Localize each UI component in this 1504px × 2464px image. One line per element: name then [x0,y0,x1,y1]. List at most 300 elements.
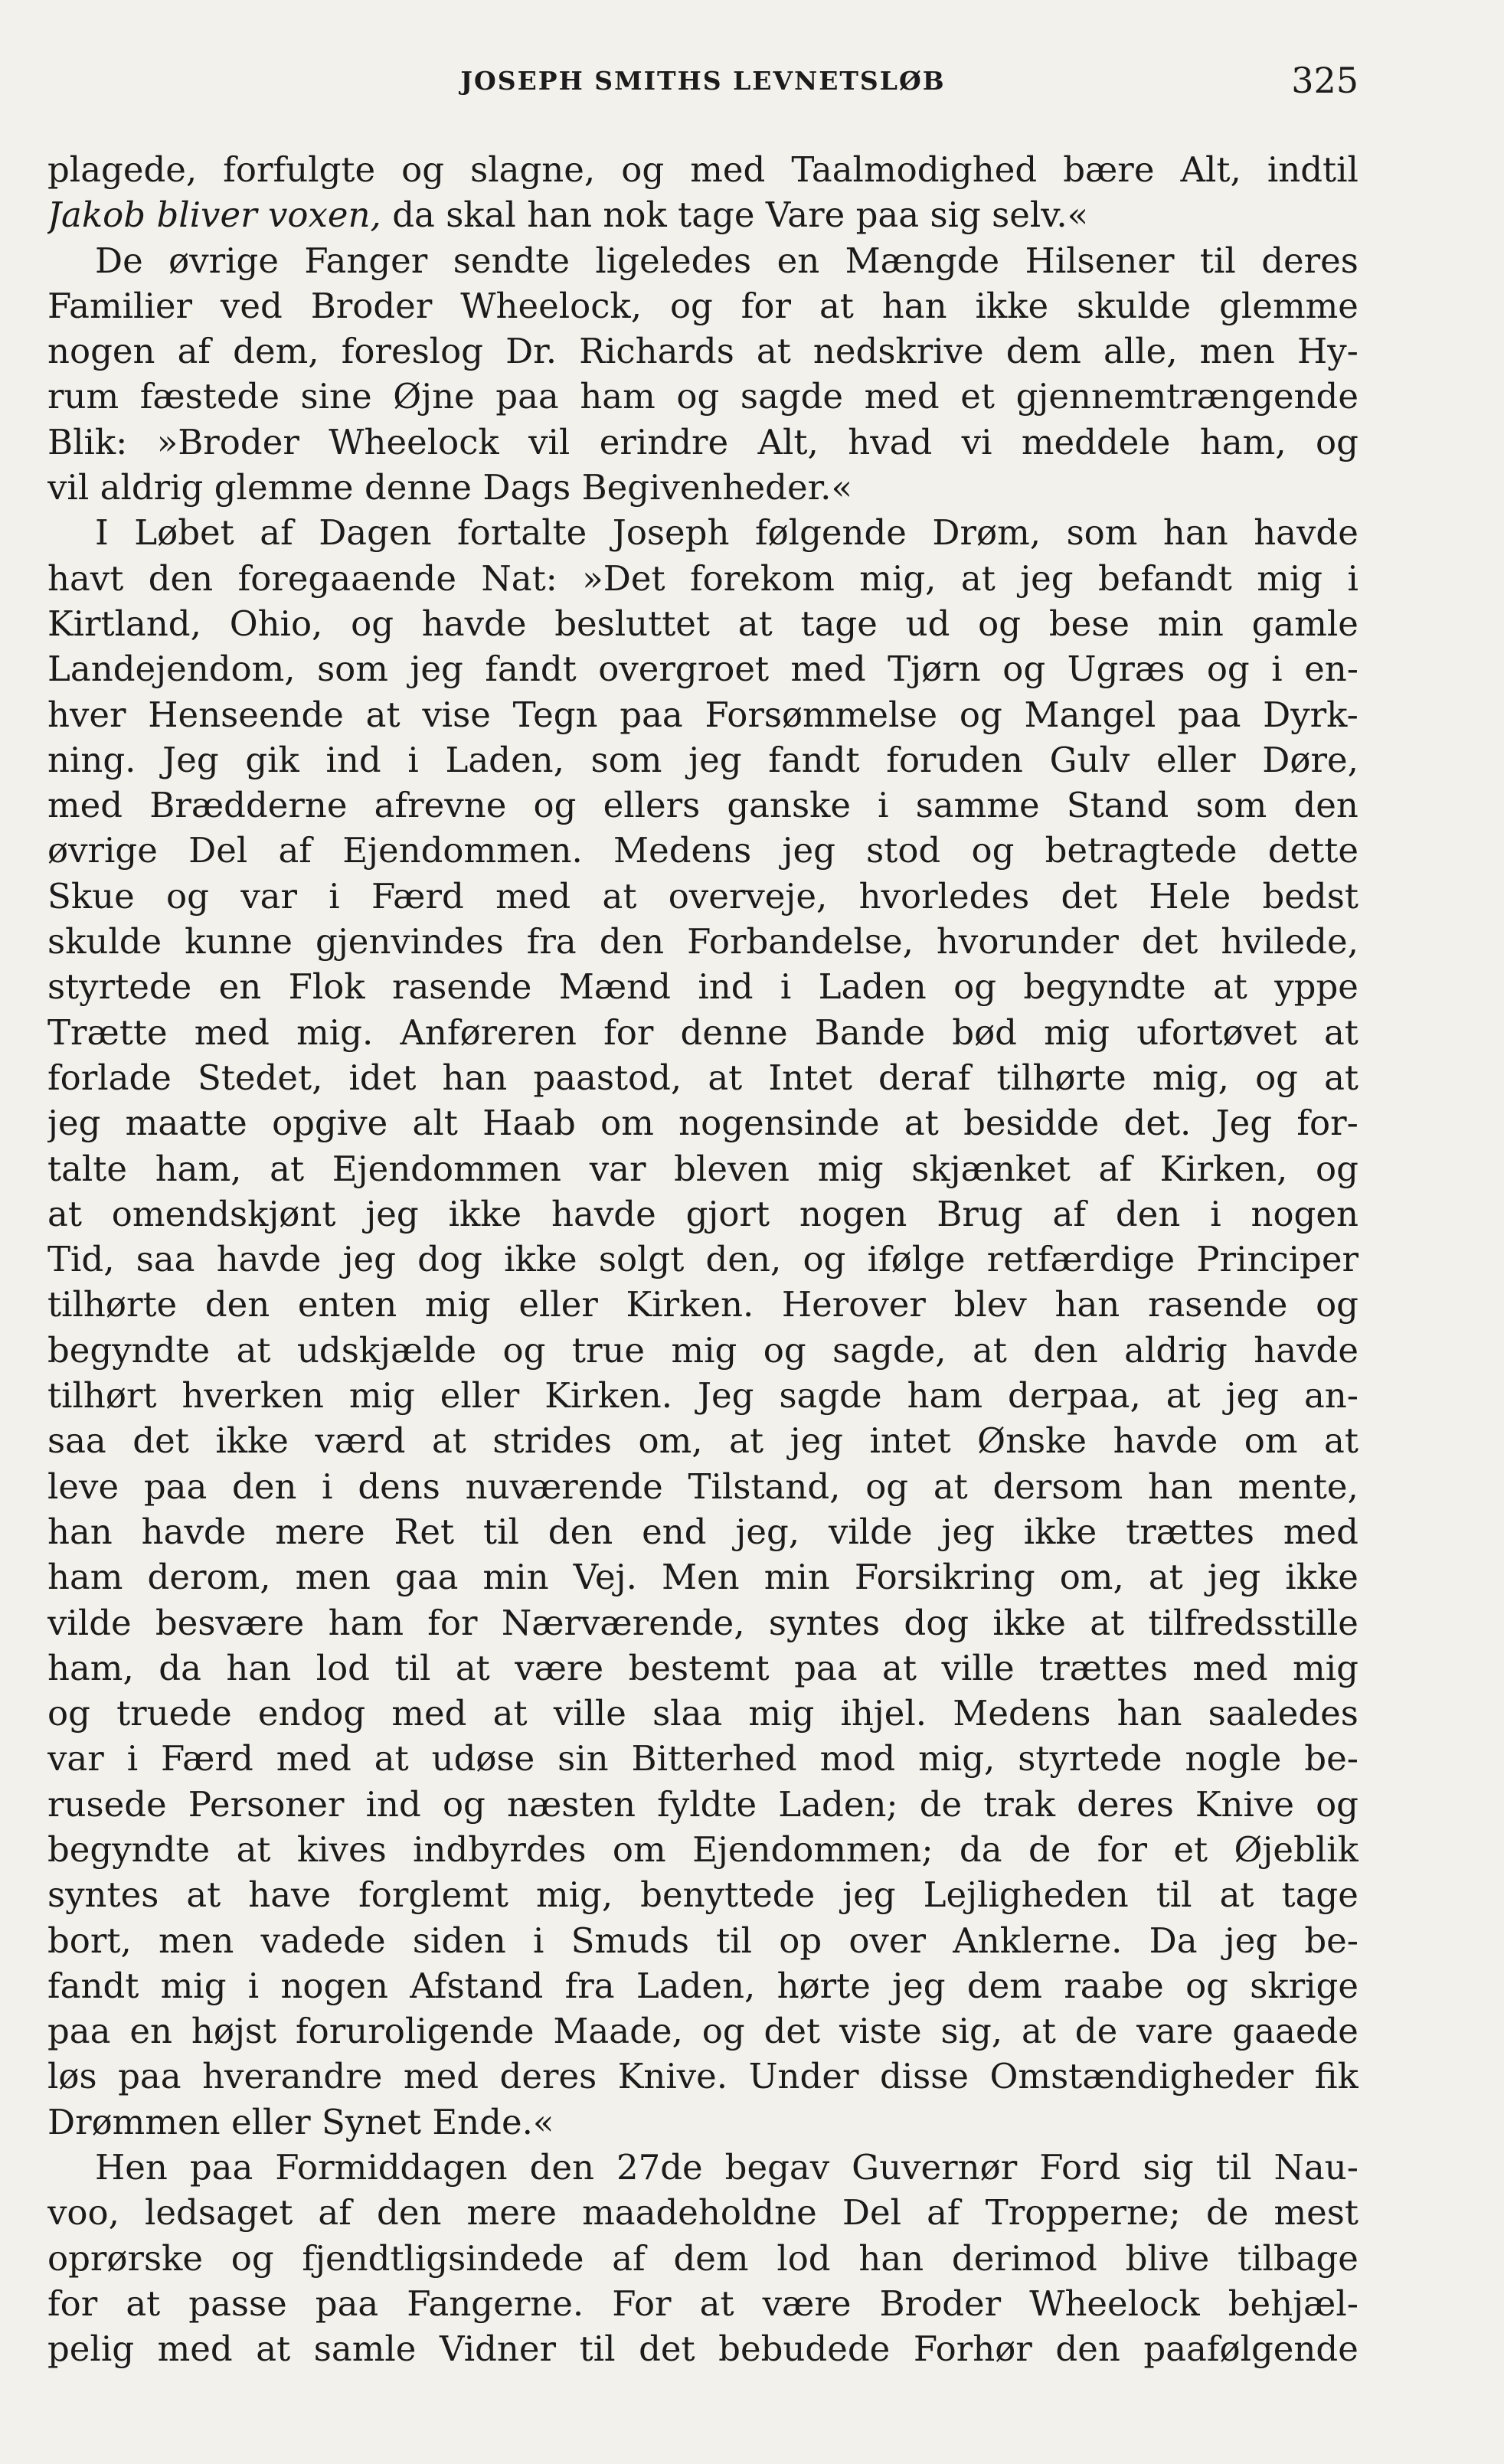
word: skal [446,194,516,236]
word: Herover [781,1284,926,1325]
word: alle, [1103,331,1178,372]
word: tilhørt [47,1375,157,1417]
word: eller [440,1375,520,1417]
word: og [803,1239,846,1280]
word: bære [1063,149,1155,190]
word: Ejendommen. [342,830,583,871]
word: trættes [1039,1647,1168,1688]
word: i [329,875,340,917]
word: saa [136,1239,195,1280]
word: ham, [155,1148,242,1189]
text-line [47,374,1359,419]
word: befandt [1098,557,1232,599]
word: deres [1077,1783,1174,1825]
word: som [1195,785,1267,826]
word: fjendtligsindede [302,2237,584,2279]
word: for [427,1602,478,1643]
word: Ejendommen [332,1148,562,1189]
word: For [612,2283,672,2324]
word: kives [296,1828,387,1870]
word: en- [1304,649,1359,690]
word: at [737,603,773,644]
word: den [232,1466,297,1507]
word: paafølgende [1143,2328,1359,2370]
word: Guvernør [852,2147,1018,2188]
word: med [194,1011,270,1053]
word: Dyrk- [1263,694,1359,735]
word: at [972,1329,1007,1371]
word: Drømmen [47,2101,221,2142]
word: ikke [448,1193,522,1234]
word: Landejendom, [47,649,296,690]
word: det [1061,875,1117,917]
word: erindre [599,421,729,462]
word: ellers [603,785,701,826]
word: nok [603,194,667,236]
text-line [47,238,1359,283]
word: indtil [1267,149,1359,190]
word: jeg [410,649,463,690]
word: disse [879,2056,969,2097]
word: det [763,2011,821,2052]
word: foregaaende [237,557,456,599]
word: betragtede [1045,830,1238,871]
word: dens [358,1466,440,1507]
word: Forsømmelse [705,694,938,735]
word: sig, [940,2011,1003,2052]
word: den [148,557,214,599]
word: at [819,285,854,326]
word: Omstændigheder [989,2056,1294,2097]
word: men [159,1920,234,1961]
word: Tilstand, [688,1466,841,1507]
word: med [403,2056,479,2097]
word: Dr. [505,331,557,372]
word: denne [364,467,472,508]
word: Nau- [1273,2147,1359,2188]
word: i [1210,1193,1221,1234]
word: at [126,2283,161,2324]
word: Kirken. [626,1284,754,1325]
word: sendte [453,240,570,281]
word: solgt [598,1239,685,1280]
word: be- [1304,1920,1359,1961]
text-line [47,192,1359,237]
text-line [47,420,1359,465]
word: Jeg [1215,1103,1273,1144]
word: Fanger [304,240,428,281]
word: af [177,331,211,372]
text-line [47,1736,1359,1781]
word: Kirken. [544,1375,673,1417]
text-line [47,147,1359,192]
word: at [236,1329,271,1371]
word: havde [421,603,527,644]
word: som [317,649,388,690]
word: at [1212,966,1247,1008]
text-line [47,2145,1359,2190]
word: havt [47,557,124,599]
word: og [231,2237,274,2279]
word: de [1074,2011,1118,2052]
word: omendskjønt [111,1193,336,1234]
word: Wheelock [1029,2283,1200,2324]
word: den [377,2192,442,2234]
word: den [1115,1193,1181,1234]
word: med [495,875,571,917]
word: mig [1257,557,1323,599]
word: Laden [818,966,927,1008]
word: mig [348,1375,415,1417]
word: Tegn [512,694,598,735]
word: ifølge [867,1239,966,1280]
word: Synet [321,2101,421,2142]
word: selv.« [992,194,1089,236]
word: med [690,149,766,190]
word: hvorledes [858,875,1030,917]
word: forlade [47,1057,172,1098]
word: dette [1267,830,1359,871]
word: i [407,739,419,780]
word: øvrige [47,830,158,871]
word: og [401,149,445,190]
word: sin [557,1738,609,1779]
word: jeg, [735,1511,800,1552]
word: Trætte [47,1011,168,1053]
word: i [878,785,889,826]
word: min [763,1557,830,1598]
word: besluttet [554,603,711,644]
word: hverandre [202,2056,383,2097]
word: hvorunder [936,921,1119,962]
word: være [515,1647,604,1688]
word: pelig [47,2328,135,2370]
word: havde [1254,512,1359,554]
word: nogensinde [678,1103,880,1144]
word: Men [661,1557,740,1598]
word: i [126,1738,139,1779]
word: besvære [155,1602,305,1643]
word: ikke [992,1602,1066,1643]
italic-word: bliver [156,194,257,236]
word: af [1098,1148,1132,1189]
word: forekom [689,557,835,599]
word: rasende [391,966,532,1008]
word: var [240,875,297,917]
word: Jeg [162,739,219,780]
word: til [483,1511,519,1552]
word: da [959,1828,1002,1870]
word: Haab [482,1103,576,1144]
word: Kirken, [1159,1148,1288,1189]
word: slaa [652,1693,723,1734]
word: Richards [579,331,734,372]
word: Ret [394,1511,455,1552]
word: begyndte [47,1329,211,1371]
word: Del [188,830,248,871]
word: at [1148,1557,1183,1598]
text-line [47,2236,1359,2281]
word: ganske [727,785,851,826]
word: fandt [47,1965,139,2006]
word: med [47,785,123,826]
word: Færd [371,875,464,917]
word: af [927,2192,960,2234]
text-line [47,1146,1359,1191]
word: »Det [582,557,665,599]
word: fandt [485,649,577,690]
word: da [392,194,435,236]
word: glemme [214,467,354,508]
word: nogen [1251,1193,1359,1234]
word: mig, [918,1738,996,1779]
word: Under [748,2056,859,2097]
word: meddele [1021,421,1171,462]
word: af [260,512,293,554]
word: Ugræs [1067,649,1185,690]
word: og [1002,649,1046,690]
word: Anføreren [400,1011,577,1053]
word: Mangel [1024,694,1156,735]
word: om [1244,1420,1298,1462]
word: idet [348,1057,417,1098]
word: bese [1048,603,1130,644]
word: var [47,1738,104,1779]
word: fra [526,921,577,962]
word: voo, [47,2192,119,2234]
word: deres [499,2056,597,2097]
word: plagede, [47,149,198,190]
word: om, [638,1420,703,1462]
word: ind [325,739,381,780]
word: sagde, [832,1329,947,1371]
word: jeg [842,1874,896,1916]
word: at [882,1647,917,1688]
text-line [47,1418,1359,1463]
word: ham [580,376,656,417]
word: en [129,2011,172,2052]
word: ud [905,603,950,644]
word: af [612,2237,646,2279]
word: at [1166,1375,1201,1417]
word: leve [47,1466,119,1507]
word: at [47,1193,82,1234]
word: derimod [951,2237,1097,2279]
word: Brædderne [149,785,348,826]
word: ham [328,1602,404,1643]
word: gaaede [1232,2011,1359,2052]
word: at [365,694,401,735]
word: intet [869,1420,951,1462]
word: aldrig [1124,1329,1228,1371]
word: eller [231,2101,311,2142]
word: behjæl- [1228,2283,1359,2324]
word: og [1206,649,1250,690]
word: og [953,966,997,1008]
word: gjenvindes [316,921,504,962]
word: fortalte [457,512,587,554]
word: denne [680,1011,788,1053]
word: eller [1156,739,1236,780]
page-number: 325 [1291,60,1359,101]
word: den [1033,1329,1098,1371]
word: Maade, [553,2011,683,2052]
word: mig, [1152,1057,1229,1098]
word: det [1141,921,1198,962]
word: fyldte [657,1783,757,1825]
word: begav [724,2147,830,2188]
word: og [1316,1783,1359,1825]
word: bort, [47,1920,132,1961]
word: forfulgte [223,149,376,190]
word: Lejligheden [923,1874,1129,1916]
word: en [218,966,262,1008]
word: ved [220,285,283,326]
word: sagde [779,1375,882,1417]
word: Smuds [571,1920,689,1961]
word: og [351,603,394,644]
word: derom, [147,1557,271,1598]
word: at [374,1738,409,1779]
word: jeg [1020,557,1074,599]
word: mig [671,1329,737,1371]
word: trak [983,1783,1055,1825]
word: den [548,1511,613,1552]
word: Del [842,2192,901,2234]
word: Formiddagen [275,2147,508,2188]
word: dog [417,1239,482,1280]
text-line [47,919,1359,964]
word: som [1066,512,1138,554]
word: det [639,2328,695,2370]
text-line [47,964,1359,1009]
word: det [132,1420,189,1462]
text-line [47,1872,1359,1917]
word: I [95,512,109,554]
word: Hele [1149,875,1231,917]
word: ikke [215,1420,289,1462]
word: han [881,285,947,326]
word: Hy- [1297,331,1359,372]
text-line [47,2100,1359,2145]
word: at [492,1693,528,1734]
word: jeg [1224,1920,1278,1961]
word: alt [412,1103,458,1144]
word: vi [961,421,992,462]
word: samle [313,2328,417,2370]
word: mig [1044,1011,1110,1053]
word: Dagen [319,512,432,554]
text-line [47,1509,1359,1554]
word: for [603,1011,654,1053]
word: Løbet [134,512,234,554]
word: et [1173,1828,1208,1870]
word: Forhør [913,2328,1032,2370]
word: nogen [280,1965,388,2006]
word: til [394,1647,431,1688]
word: han [442,1057,508,1098]
word: styrtede [1018,1738,1162,1779]
word: ville [553,1693,626,1734]
word: ikke [1023,1511,1097,1552]
word: gaa [394,1557,459,1598]
word: Tid, [47,1239,115,1280]
word: hverken [181,1375,324,1417]
word: havde [1113,1420,1218,1462]
word: min [1157,603,1224,644]
word: Laden, [636,1965,756,2006]
text-line [47,1782,1359,1827]
word: for [1097,1828,1148,1870]
word: og [1316,1148,1359,1189]
word: jeg [47,1103,101,1144]
word: begyndte [1023,966,1186,1008]
word: og [621,149,665,190]
word: raabe [1064,1965,1164,2006]
word: sig [1143,2147,1194,2188]
word: nuværende [465,1466,663,1507]
word: den [529,2147,594,2188]
word: Færd [161,1738,253,1779]
word: han [1148,1466,1213,1507]
word: og [1316,421,1359,462]
text-line [47,1237,1359,1282]
word: deres [1261,240,1359,281]
word: Begivenheder.« [581,467,852,508]
word: paa [47,2011,111,2052]
word: end [642,1511,707,1552]
word: mig [160,1965,227,2006]
word: skulde [1077,285,1192,326]
text-line [47,2326,1359,2371]
word: han [527,194,592,236]
word: og [166,875,209,917]
text-line [47,1918,1359,1963]
word: at [960,557,996,599]
word: vise [422,694,491,735]
word: at [270,1148,305,1189]
word: han [1054,1284,1120,1325]
word: løs [47,2056,97,2097]
word: hørte [777,1965,871,2006]
word: yppe [1274,966,1359,1008]
word: hvad [848,421,933,462]
text-line [47,1600,1359,1645]
word: følgende [754,512,907,554]
text-line [47,1282,1359,1327]
word: syntes [768,1602,881,1643]
word: og [1316,1284,1359,1325]
word: og [502,1329,546,1371]
word: at [431,1420,466,1462]
word: Afstand [410,1965,544,2006]
word: gjennemtrængende [1015,376,1359,417]
word: mig, [859,557,937,599]
word: og [669,285,713,326]
word: ind [365,1783,421,1825]
word: saa [47,1420,106,1462]
word: og [763,1329,806,1371]
word: Øjne [393,376,475,417]
word: Ford [1039,2147,1121,2188]
word: Vej. [573,1557,637,1598]
word: tilbage [1237,2237,1359,2279]
word: tilhørte [47,1284,178,1325]
text-line [47,2281,1359,2326]
word: mente, [1238,1466,1359,1507]
word: kunne [185,921,293,962]
word: ville [941,1647,1015,1688]
